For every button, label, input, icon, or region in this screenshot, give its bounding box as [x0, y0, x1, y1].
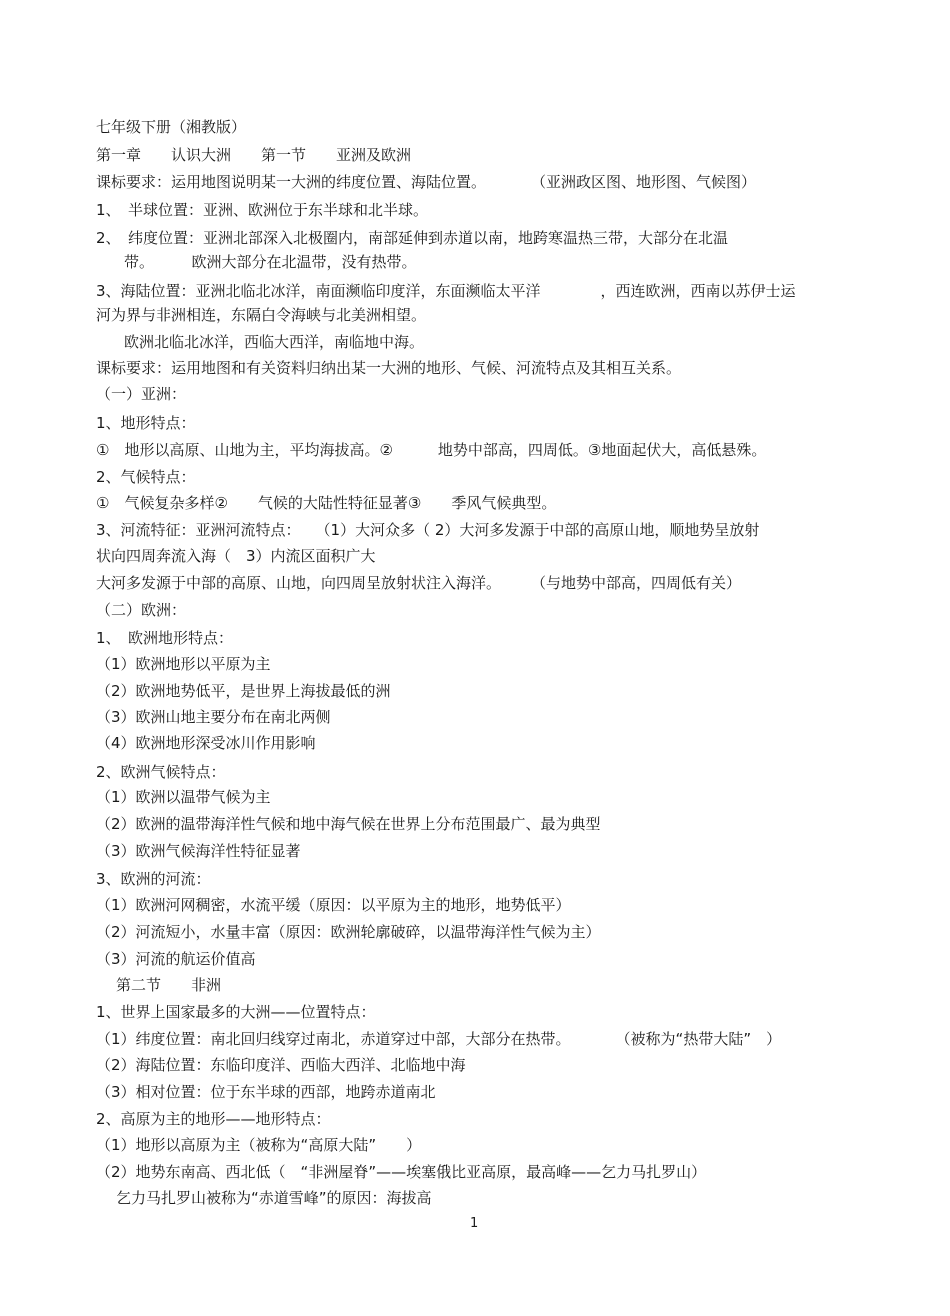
- text-line: 2、气候特点：: [96, 468, 196, 486]
- text-line: 1、地形特点：: [96, 414, 196, 432]
- text-line: （1）纬度位置：南北回归线穿过南北，赤道穿过中部，大部分在热带。 （被称为“热带大陆” ）: [96, 1030, 782, 1048]
- text-line: （3）河流的航运价值高: [96, 950, 256, 968]
- text-line: 大河多发源于中部的高原、山地，向四周呈放射状注入海洋。 （与地势中部高，四周低有关）: [96, 574, 742, 592]
- text-line: 1、 半球位置：亚洲、欧洲位于东半球和北半球。: [96, 201, 429, 219]
- text-line: （1）欧洲河网稠密，水流平缓（原因：以平原为主的地形，地势低平）: [96, 896, 571, 914]
- page-number: 1: [470, 1216, 479, 1231]
- text-line: 课标要求：运用地图说明某一大洲的纬度位置、海陆位置。 （亚洲政区图、地形图、气候图）: [96, 173, 757, 191]
- text-line: （4）欧洲地形深受冰川作用影响: [96, 734, 316, 752]
- text-line: （2）海陆位置：东临印度洋、西临大西洋、北临地中海: [96, 1056, 466, 1074]
- text-line: 2、 纬度位置：亚洲北部深入北极圈内，南部延伸到赤道以南，地跨寒温热三带，大部分在北温: [96, 229, 729, 247]
- text-line: 3、海陆位置：亚洲北临北冰洋，南面濒临印度洋，东面濒临太平洋 ，西连欧洲，西南以苏伊士运: [96, 282, 796, 300]
- text-line: （1）欧洲以温带气候为主: [96, 788, 271, 806]
- text-line: （3）欧洲气候海洋性特征显著: [96, 842, 301, 860]
- text-line: （2）欧洲地势低平，是世界上海拔最低的洲: [96, 682, 391, 700]
- text-line: （2）河流短小，水量丰富（原因：欧洲轮廓破碎，以温带海洋性气候为主）: [96, 923, 601, 941]
- text-line: （3）欧洲山地主要分布在南北两侧: [96, 708, 331, 726]
- text-line: 欧洲北临北冰洋，西临大西洋，南临地中海。: [124, 333, 425, 351]
- text-line: （1）欧洲地形以平原为主: [96, 655, 271, 673]
- text-line: 3、河流特征：亚洲河流特点： （1）大河众多（ 2）大河多发源于中部的高原山地，顺地势呈放射: [96, 521, 760, 539]
- text-line: 课标要求：运用地图和有关资料归纳出某一大洲的地形、气候、河流特点及其相互关系。: [96, 359, 682, 377]
- text-line: 1、 欧洲地形特点：: [96, 629, 234, 647]
- text-line: （3）相对位置：位于东半球的西部，地跨赤道南北: [96, 1083, 436, 1101]
- text-line: 2、欧洲气候特点：: [96, 763, 226, 781]
- text-line: ① 地形以高原、山地为主，平均海拔高。② 地势中部高，四周低。③地面起伏大，高低悬殊。: [96, 441, 767, 459]
- text-line: 第一章 认识大洲 第一节 亚洲及欧洲: [96, 146, 412, 164]
- text-line: （2）地势东南高、西北低（ “非洲屋脊”——埃塞俄比亚高原，最高峰——乞力马扎罗山）: [96, 1163, 707, 1181]
- text-line: 河为界与非洲相连，东隔白令海峡与北美洲相望。: [96, 306, 427, 324]
- text-line: 状向四周奔流入海（ 3）内流区面积广大: [96, 547, 376, 565]
- text-line: （一）亚洲：: [96, 385, 187, 403]
- text-line: 七年级下册（湘教版）: [96, 118, 247, 136]
- text-line: （二）欧洲：: [96, 601, 187, 619]
- text-line: （2）欧洲的温带海洋性气候和地中海气候在世界上分布范围最广、最为典型: [96, 815, 601, 833]
- text-line: 3、欧洲的河流：: [96, 870, 211, 888]
- text-line: 带。 欧洲大部分在北温带，没有热带。: [124, 253, 417, 271]
- section-heading: 第二节 非洲: [116, 976, 222, 994]
- text-line: 1、世界上国家最多的大洲——位置特点：: [96, 1003, 376, 1021]
- text-line: 乞力马扎罗山被称为“赤道雪峰”的原因：海拔高: [116, 1189, 432, 1207]
- text-line: （1）地形以高原为主（被称为“高原大陆” ）: [96, 1136, 422, 1154]
- text-line: ① 气候复杂多样② 气候的大陆性特征显著③ 季风气候典型。: [96, 494, 557, 512]
- text-line: 2、高原为主的地形——地形特点：: [96, 1110, 331, 1128]
